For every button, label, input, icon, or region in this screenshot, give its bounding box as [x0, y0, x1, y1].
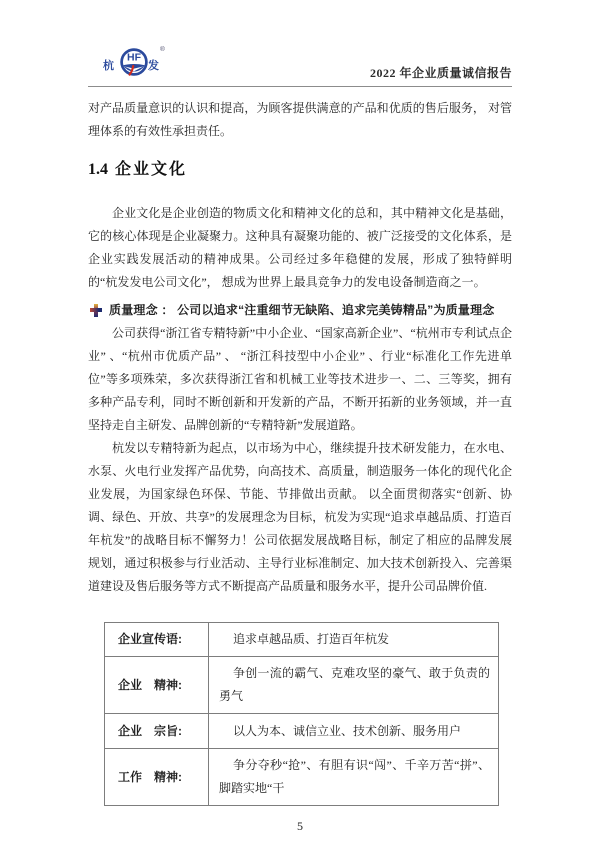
table-row-value: 以人为本、诚信立业、技术创新、服务用户 — [209, 714, 499, 749]
section-heading — [88, 160, 512, 180]
table-row — [105, 749, 499, 806]
table-row-label: 工作 精神: — [105, 749, 209, 806]
report-title: 2022 年企业质量诚信报告 — [369, 66, 512, 80]
plus-bullet-icon — [90, 304, 102, 317]
quality-concept-text: 质量理念 ： 公司以追求“注重细节无缺陷、追求完美铸精品”为质量理念 — [109, 303, 495, 317]
page-number: 5 — [297, 819, 303, 833]
page-content — [88, 0, 512, 834]
table-row-label: 企业 宗旨: — [105, 714, 209, 749]
table-row — [105, 657, 499, 714]
logo-left-char: 杭 — [103, 60, 114, 72]
section-title: 企业文化 — [115, 161, 188, 178]
company-logo-icon — [102, 42, 166, 84]
hf-logo-icon — [102, 42, 166, 84]
section-number: 1.4 — [88, 161, 108, 178]
table-row-value: 争创一流的霸气、克难攻坚的豪气、敢于负责的勇气 — [209, 657, 499, 714]
table-row-label: 企业宣传语: — [105, 623, 209, 657]
table-row — [105, 714, 499, 749]
registered-trademark-icon: ® — [160, 46, 165, 53]
table-row-label: 企业 精神: — [105, 657, 209, 714]
logo-circle-text: HF — [127, 51, 141, 64]
honors-paragraph: 公司获得“浙江省专精特新”中小企业、“国家高新企业”、“杭州市专利试点企业” 、“杭州市优质产品” 、 “浙江科技型中小企业” 、行业“标准化工作先进单位”等多项殊荣，多次获得浙江省和机械工业等技术进步一、二、三等奖，拥有多种产品专利，同时不断创新和开发新的产品，不断开拓新的业务领域，并一直坚持走自主研发、品牌创新的“专精特新”发展道路。 — [88, 326, 512, 432]
quality-concept-line — [88, 299, 512, 322]
strategy-paragraph: 杭发以专精特新为起点，以市场为中心，继续提升技术研发能力，在水电、水泵、火电行业发挥产品优势，向高技术、高质量，制造服务一体化的现代化企业发展，为国家绿色环保、节能、节排做出贡献。 以全面贯彻落实“创新、协调、绿色、开放、共享”的发展理念为目标，杭发为实现“追求卓越品质、打造百年杭发”的战略目标不懈努力！公司依据发展战略目标，制定了相应的品牌发展规划，通过积极参与行业活动、主导行业标准制定、加大技术创新投入、完善渠道建设及售后服务等方式不断提高产品质量和服务水平，提升公司品牌价值. — [88, 441, 512, 593]
logo-right-char: 发 — [148, 60, 159, 72]
table-row — [105, 623, 499, 657]
culture-table — [104, 622, 499, 806]
intro-paragraph: 对产品质量意识的认识和提高，为顾客提供满意的产品和优质的售后服务， 对管理体系的有效性承担责任。 — [88, 101, 512, 138]
table-row-value: 追求卓越品质、打造百年杭发 — [209, 623, 499, 657]
culture-paragraph: 企业文化是企业创造的物质文化和精神文化的总和，其中精神文化是基础，它的核心体现是企业凝聚力。这种具有凝聚功能的、被广泛接受的文化体系，是企业实践发展活动的精神成果。公司经过多年稳健的发展，形成了独特鲜明的“杭发发电公司文化”， 想成为世界上最具竞争力的发电设备制造商之一。 — [88, 206, 512, 289]
table-row-value: 争分夺秒“抢”、有胆有识“闯”、千辛万苦“拼”、脚踏实地“干 — [209, 749, 499, 806]
page-header — [88, 0, 512, 87]
